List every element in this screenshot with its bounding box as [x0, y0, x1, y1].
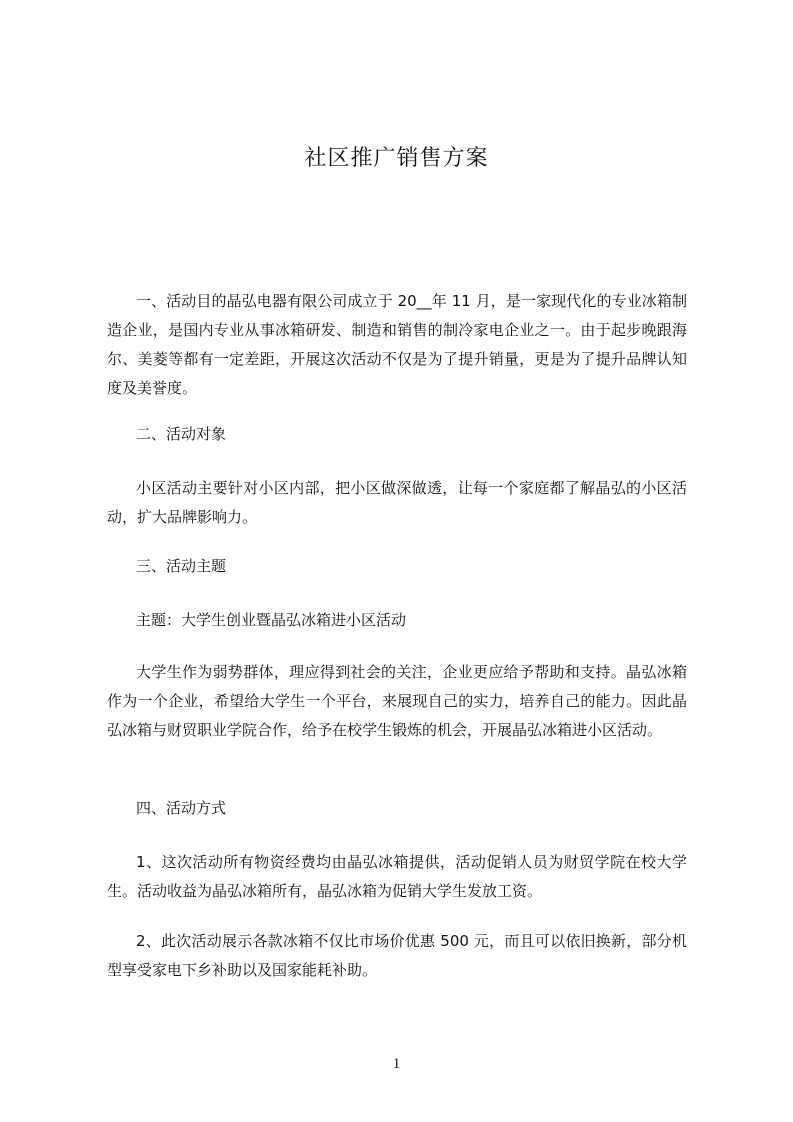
- section-theme-line: 主题：大学生创业暨晶弘冰箱进小区活动: [136, 611, 407, 629]
- page-number: 1: [392, 1056, 401, 1072]
- page-title: 社区推广销售方案: [304, 146, 489, 171]
- section-target-body: 小区活动主要针对小区内部，把小区做深做透，让每一个家庭都了解晶弘的小区活动，扩大品牌影响力。: [107, 479, 687, 526]
- section-theme-heading: 三、活动主题: [136, 557, 227, 575]
- section-purpose: 一、活动目的晶弘电器有限公司成立于 20__年 11 月，是一家现代化的专业冰箱制造企业，是国内专业从事冰箱研发、制造和销售的制冷家电企业之一。由于起步晚跟海尔、美菱等都有一定差距，开展这次活动不仅是为了提升销量，更是为了提升品牌认知度及美誉度。: [107, 292, 687, 397]
- section-target-heading: 二、活动对象: [136, 425, 227, 443]
- section-method-heading: 四、活动方式: [136, 799, 227, 817]
- section-theme-body: 大学生作为弱势群体，理应得到社会的关注，企业更应给予帮助和支持。晶弘冰箱作为一个企业，希望给大学生一个平台，来展现自己的实力，培养自己的能力。因此晶弘冰箱与财贸职业学院合作，给予在校学生锻炼的机会，开展晶弘冰箱进小区活动。: [107, 663, 687, 739]
- section-method-item-2: 2、此次活动展示各款冰箱不仅比市场价优惠 500 元，而且可以依旧换新，部分机型享受家电下乡补助以及国家能耗补助。: [107, 932, 687, 979]
- section-method-item-1: 1、这次活动所有物资经费均由晶弘冰箱提供，活动促销人员为财贸学院在校大学生。活动收益为晶弘冰箱所有，晶弘冰箱为促销大学生发放工资。: [107, 853, 687, 900]
